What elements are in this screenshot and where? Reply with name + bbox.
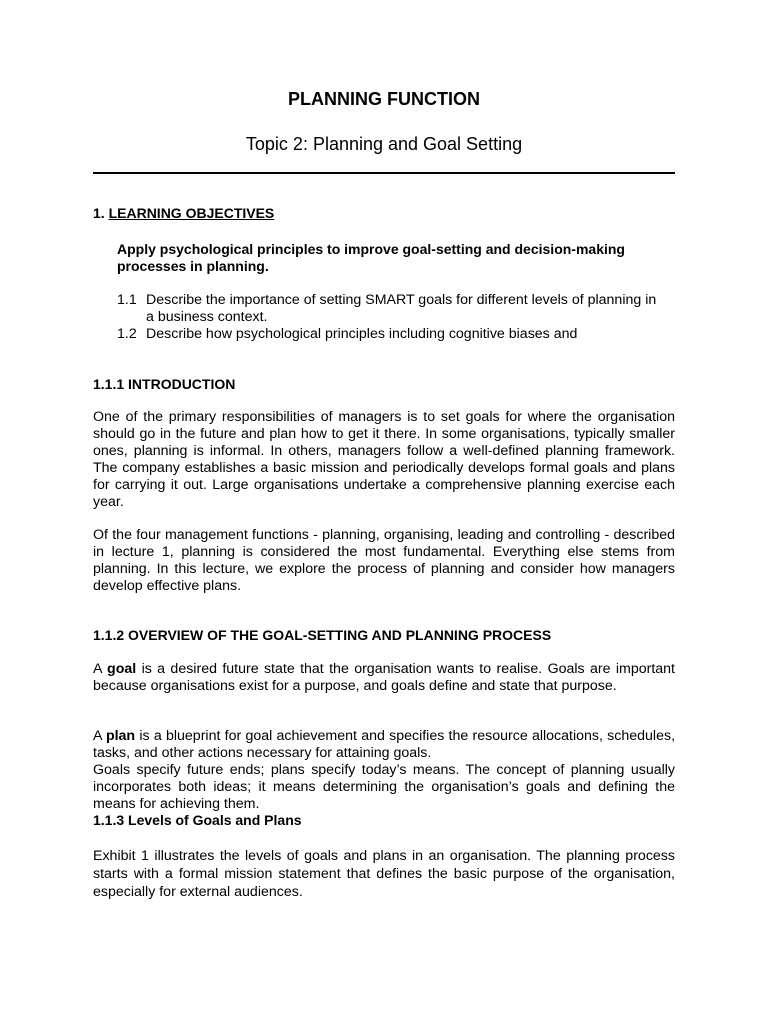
objective-item-text: Describe how psychological principles including cognitive biases and [146, 326, 578, 342]
plan-term: plan [105, 728, 136, 744]
introduction-paragraph-1: One of the primary responsibilities of managers is to set goals for where the organisation should go in the future and plan how to get it there. In some organisations, typically smaller ones, planning is informal. In others, managers follow a well-defined planning framework. The company establishes a basic mission and periodically develops formal goals and plans for carrying it out. Large organisations undertake a comprehensive planning exercise each year. [93, 409, 675, 510]
ends-and-means-paragraph: Goals specify future ends; plans specify today’s means. The concept of planning usually incorporates both ideas; it means determining the organisation’s goals and defining the means for achieving them. [93, 762, 675, 812]
introduction-heading: 1.1.1 INTRODUCTION [93, 376, 236, 392]
objective-item-2 [117, 326, 657, 343]
objective-item-text: Describe the importance of setting SMART goals for different levels of planning in a business context. [146, 292, 657, 325]
document-subtitle: Topic 2: Planning and Goal Setting [245, 134, 523, 154]
learning-objectives-heading [93, 205, 675, 222]
document-title: PLANNING FUNCTION [288, 89, 480, 109]
goal-term: goal [107, 661, 137, 677]
plan-prefix: A [93, 728, 106, 744]
title-divider [93, 172, 675, 174]
plan-definition-text: is a blueprint for goal achievement and specifies the resource allocations, schedules, tasks, and other actions necessary for attaining goals. [93, 728, 676, 761]
section-heading-text: LEARNING OBJECTIVES [108, 205, 275, 221]
section-number: 1. [93, 205, 105, 221]
objective-item-number: 1.2 [117, 326, 137, 342]
goal-prefix: A [93, 661, 108, 677]
plan-definition-paragraph [93, 728, 675, 762]
objective-item-1 [117, 292, 657, 326]
overview-heading: 1.1.2 OVERVIEW OF THE GOAL-SETTING AND PLANNING PROCESS [93, 627, 552, 643]
levels-paragraph: Exhibit 1 illustrates the levels of goals and plans in an organisation. The planning process starts with a formal mission statement that defines the basic purpose of the organisation, especially for external audiences. [93, 848, 675, 900]
levels-heading: 1.1.3 Levels of Goals and Plans [93, 812, 302, 828]
introduction-paragraph-2: Of the four management functions - planning, organising, leading and controlling - described in lecture 1, planning is considered the most fundamental. Everything else stems from planning. In this lecture, we explore the process of planning and consider how managers develop effective plans. [93, 527, 675, 594]
goal-definition-paragraph [93, 661, 675, 695]
learning-objective-statement: Apply psychological principles to improve goal-setting and decision-making processes in planning. [117, 241, 625, 274]
objective-item-number: 1.1 [117, 292, 137, 308]
goal-definition-text: is a desired future state that the organisation wants to realise. Goals are important because organisations exist for a purpose, and goals define and state that purpose. [93, 661, 675, 694]
